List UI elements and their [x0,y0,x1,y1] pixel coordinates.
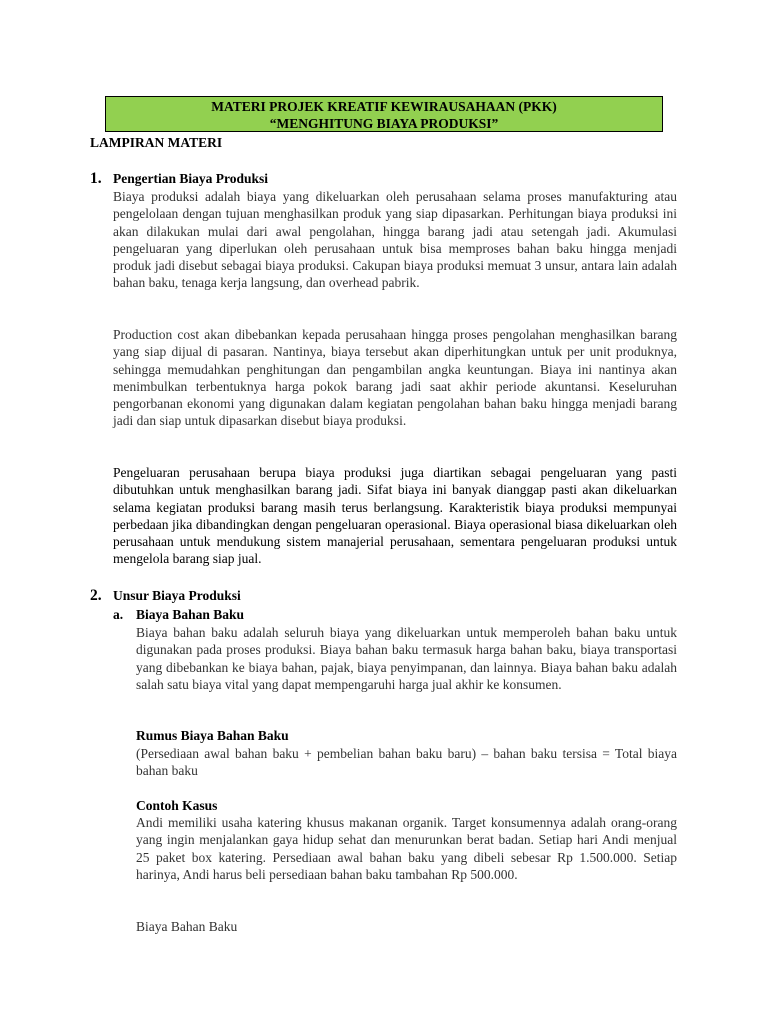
section-2-title: Unsur Biaya Produksi [113,588,241,603]
section-2-number: 2. [90,587,102,604]
subsection-a-paragraph: Biaya bahan baku adalah seluruh biaya yang dikeluarkan untuk memperoleh bahan baku untuk digunakan pada proses produksi. Biaya bahan baku termasuk harga bahan baku, biaya transportasi yang dibebankan ke biaya bahan, pajak, biaya penyimpanan, dan lainnya. Biaya bahan baku adalah salah satu biaya vital yang dapat mempengaruhi harga jual akhir ke konsumen. [136,625,677,692]
subsection-a-title: Biaya Bahan Baku [136,607,245,622]
section-1-title: Pengertian Biaya Produksi [113,171,269,186]
section-1-paragraph-1: Biaya produksi adalah biaya yang dikeluarkan oleh perusahaan selama proses manufakturing atau pengelolaan dengan tujuan menghasilkan produk yang siap dipasarkan. Perhitungan biaya produksi ini akan dilakukan mulai dari awal pengolahan, hingga barang jadi atau setengah jadi. Akumulasi pengeluaran yang diperlukan oleh perusahaan untuk bisa memproses bahan baku hingga menjadi produk jadi disebut sebagai biaya produksi. Cakupan biaya produksi memuat 3 unsur, antara lain adalah bahan baku, tenaga kerja langsung, dan overhead pabrik. [113,189,677,291]
title-line-2: “MENGHITUNG BIAYA PRODUKSI” [269,116,499,131]
contoh-kasus-text: Andi memiliki usaha katering khusus makanan organik. Target konsumennya adalah orang-orang yang ingin menjalankan gaya hidup sehat dan menurunkan berat badan. Setiap hari Andi menjual 25 paket box katering. Persediaan awal bahan baku yang dibeli sebesar Rp 1.500.000. Setiap harinya, Andi harus beli persediaan bahan baku tambahan Rp 500.000. [136,815,677,882]
rumus-text: (Persediaan awal bahan baku + pembelian bahan baku baru) – bahan baku tersisa = Total biaya bahan baku [136,746,677,779]
subsection-a-letter: a. [113,607,124,622]
rumus-heading: Rumus Biaya Bahan Baku [136,728,289,743]
title-box [105,96,663,132]
section-1-paragraph-2: Production cost akan dibebankan kepada perusahaan hingga proses pengolahan menghasilkan barang yang siap dijual di pasaran. Nantinya, biaya tersebut akan diperhitungkan untuk per unit produknya, sehingga memudahkan penghitungan dan pengambilan angka keuntungan. Biaya ini nantinya akan menimbulkan terbentuknya harga pokok barang jadi saat akhir periode akuntansi. Keseluruhan pengorbanan ekonomi yang digunakan dalam kegiatan pengolahan bahan baku hingga menjadi barang jadi dan siap untuk dipasarkan disebut biaya produksi. [113,327,677,429]
lampiran-heading: LAMPIRAN MATERI [90,135,223,150]
section-1-paragraph-3: Pengeluaran perusahaan berupa biaya produksi juga diartikan sebagai pengeluaran yang pasti dibutuhkan untuk menghasilkan barang jadi. Sifat biaya ini banyak dianggap pasti akan dikeluarkan selama kegiatan produksi barang masih terus berlangsung. Karakteristik biaya produksi mempunyai perbedaan jika dibandingkan dengan pengeluaran operasional. Biaya operasional biasa dikeluarkan oleh perusahaan untuk mendukung sistem manajerial perusahaan, sementara pengeluaran produksi untuk mengelola barang siap jual. [113,465,677,567]
title-line-1: MATERI PROJEK KREATIF KEWIRAUSAHAAN (PKK) [211,99,557,114]
section-1-number: 1. [90,170,102,187]
biaya-bahan-baku-label: Biaya Bahan Baku [136,919,238,934]
contoh-kasus-heading: Contoh Kasus [136,798,218,813]
